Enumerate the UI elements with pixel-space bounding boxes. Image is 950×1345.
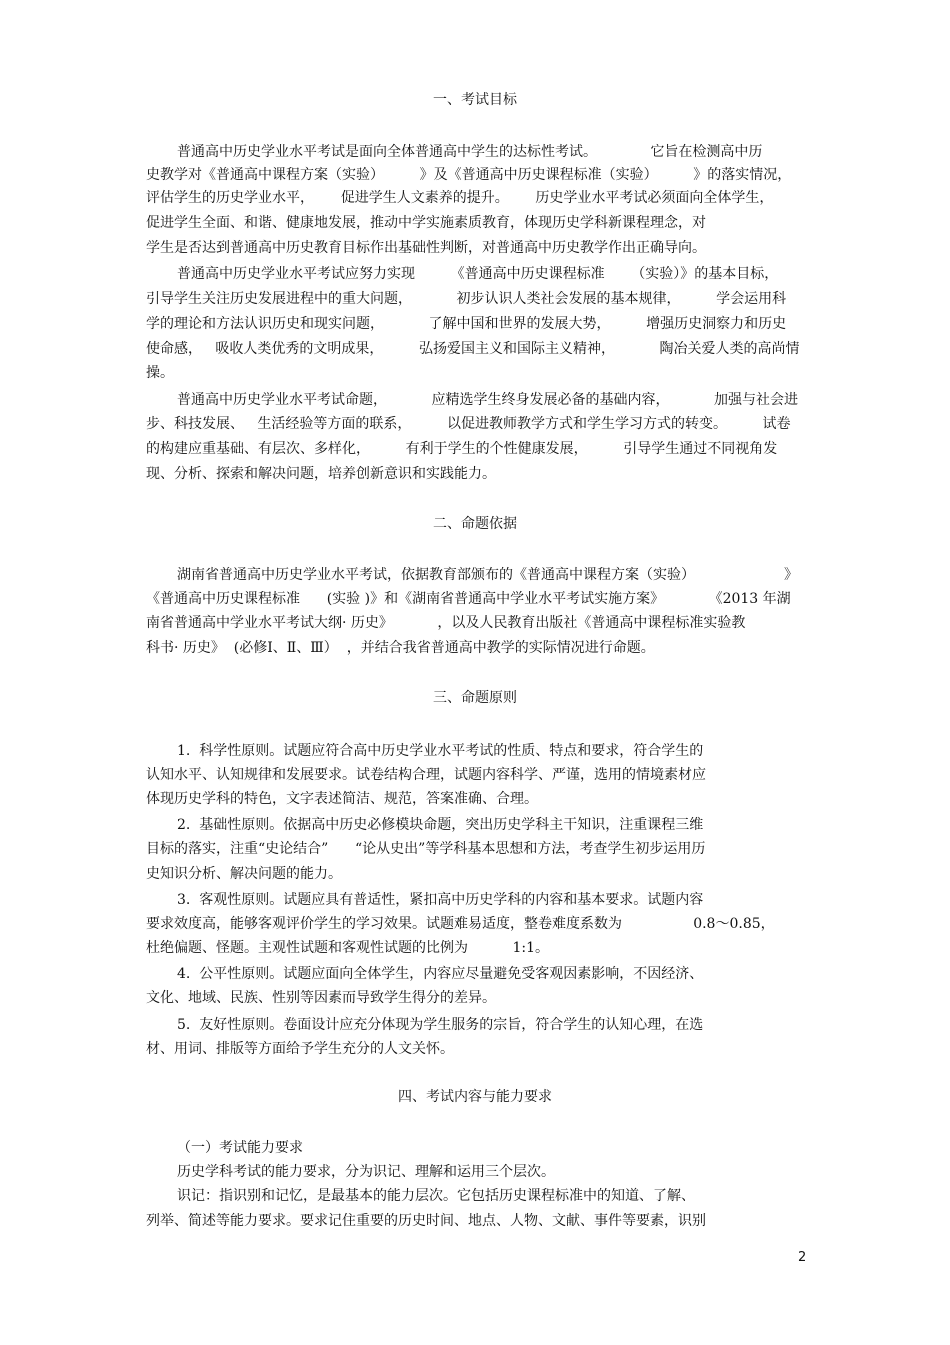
- paragraph-line: 科书· 历史》 (必修Ⅰ、Ⅱ、Ⅲ） ，并结合我省普通高中教学的实际情况进行命题。: [146, 640, 655, 656]
- section-heading-content-abilities: 四、考试内容与能力要求: [398, 1089, 552, 1105]
- paragraph-line: 普通高中历史学业水平考试命题， 应精选学生终身发展必备的基础内容， 加强与社会进: [177, 392, 799, 408]
- paragraph-line: 步、科技发展、 生活经验等方面的联系， 以促进教师教学方式和学生学习方式的转变。 试卷: [146, 416, 791, 432]
- paragraph-line: 要求效度高，能够客观评价学生的学习效果。试题难易适度，整卷难度系数为 0.8～0.85，: [146, 916, 775, 932]
- paragraph-line: 湖南省普通高中历史学业水平考试，依据教育部颁布的《普通高中课程方案（实验） 》: [177, 567, 799, 583]
- paragraph-line: 《普通高中历史课程标准 (实验 )》和《湖南省普通高中学业水平考试实施方案》 《2013 年湖: [146, 591, 791, 607]
- section-heading-principles: 三、命题原则: [433, 690, 517, 706]
- paragraph-line: 识记：指识别和记忆，是最基本的能力层次。它包括历史课程标准中的知道、了解、: [177, 1188, 695, 1204]
- paragraph-line: 使命感， 吸收人类优秀的文明成果， 弘扬爱国主义和国际主义精神， 陶冶关爱人类的高尚情: [146, 341, 800, 357]
- paragraph-line: 材、用词、排版等方面给予学生充分的人文关怀。: [146, 1041, 454, 1057]
- paragraph-line: 操。: [146, 365, 174, 381]
- section-heading-basis: 二、命题依据: [433, 516, 517, 532]
- paragraph-line: 南省普通高中学业水平考试大纲· 历史》 ，以及人民教育出版社《普通高中课程标准实验教: [146, 615, 746, 631]
- paragraph-line: 3. 客观性原则。试题应具有普适性，紧扣高中历史学科的内容和基本要求。试题内容: [177, 892, 704, 908]
- paragraph-line: 引导学生关注历史发展进程中的重大问题， 初步认识人类社会发展的基本规律， 学会运用科: [146, 291, 787, 307]
- paragraph-line: 1. 科学性原则。试题应符合高中历史学业水平考试的性质、特点和要求，符合学生的: [177, 743, 704, 759]
- paragraph-line: 目标的落实，注重“史论结合” “论从史出”等学科基本思想和方法，考查学生初步运用历: [146, 841, 706, 857]
- paragraph-line: 杜绝偏题、怪题。主观性试题和客观性试题的比例为 1:1。: [146, 940, 550, 956]
- subsection-heading: （一）考试能力要求: [177, 1140, 303, 1156]
- paragraph-line: 普通高中历史学业水平考试是面向全体普通高中学生的达标性考试。 它旨在检测高中历: [177, 144, 763, 160]
- paragraph-line: 4. 公平性原则。试题应面向全体学生，内容应尽量避免受客观因素影响，不因经济、: [177, 966, 704, 982]
- paragraph-line: 学的理论和方法认识历史和现实问题， 了解中国和世界的发展大势， 增强历史洞察力和历史: [146, 316, 787, 332]
- paragraph-line: 2. 基础性原则。依据高中历史必修模块命题，突出历史学科主干知识，注重课程三维: [177, 817, 704, 833]
- paragraph-line: 评估学生的历史学业水平， 促进学生人文素养的提升。 历史学业水平考试必须面向全体学生，: [146, 190, 774, 206]
- paragraph-line: 列举、简述等能力要求。要求记住重要的历史时间、地点、人物、文献、事件等要素，识别: [146, 1213, 706, 1229]
- paragraph-line: 认知水平、认知规律和发展要求。试卷结构合理，试题内容科学、严谨，选用的情境素材应: [146, 767, 706, 783]
- section-heading-exam-goals: 一、考试目标: [433, 92, 517, 108]
- paragraph-line: 文化、地域、民族、性别等因素而导致学生得分的差异。: [146, 990, 496, 1006]
- paragraph-line: 史教学对《普通高中课程方案（实验） 》及《普通高中历史课程标准（实验） 》的落实情况，: [146, 167, 792, 183]
- paragraph-line: 5. 友好性原则。卷面设计应充分体现为学生服务的宗旨，符合学生的认知心理，在选: [177, 1017, 704, 1033]
- paragraph-line: 现、分析、探索和解决问题，培养创新意识和实践能力。: [146, 466, 496, 482]
- paragraph-line: 体现历史学科的特色，文字表述简洁、规范，答案准确、合理。: [146, 791, 538, 807]
- paragraph-line: 史知识分析、解决问题的能力。: [146, 866, 342, 882]
- page-number: 2: [798, 1250, 807, 1265]
- paragraph-line: 促进学生全面、和谐、健康地发展，推动中学实施素质教育，体现历史学科新课程理念，对: [146, 215, 706, 231]
- paragraph-line: 历史学科考试的能力要求，分为识记、理解和运用三个层次。: [177, 1164, 555, 1180]
- paragraph-line: 的构建应重基础、有层次、多样化， 有利于学生的个性健康发展， 引导学生通过不同视角发: [146, 441, 778, 457]
- paragraph-line: 学生是否达到普通高中历史教育目标作出基础性判断，对普通高中历史教学作出正确导向。: [146, 240, 706, 256]
- paragraph-line: 普通高中历史学业水平考试应努力实现 《普通高中历史课程标准 （实验）》的基本目标，: [177, 266, 779, 282]
